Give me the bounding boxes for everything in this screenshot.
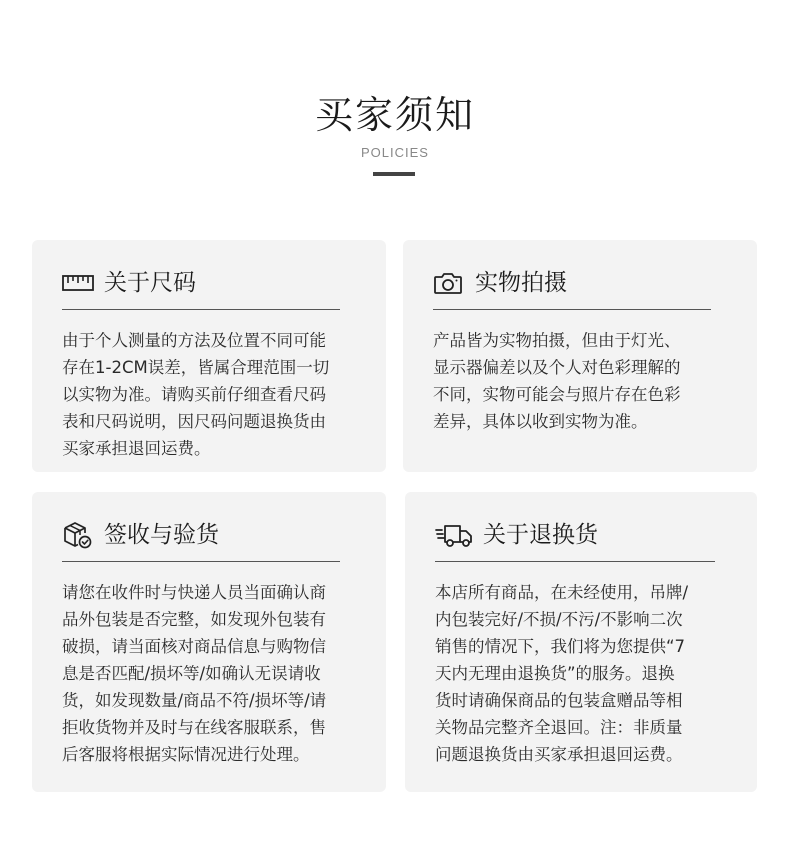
card-size-title: 关于尺码	[104, 270, 196, 296]
camera-icon	[433, 268, 467, 298]
card-size	[32, 240, 386, 472]
card-receipt-header	[62, 520, 219, 550]
card-photos-header	[433, 268, 567, 298]
delivery-truck-icon	[435, 520, 475, 550]
card-returns-body: 本店所有商品，在未经使用，吊牌/ 内包装完好/不损/不污/不影响二次 销售的情况下，我们将为您提供“7 天内无理由退换货”的服务。退换 货时请确保商品的包装盒赠品等相 关物品完整齐全退回。注：非质量 问题退换货由买家承担退回运费。	[435, 583, 689, 764]
page-title: 买家须知	[314, 93, 475, 137]
card-photos-body: 产品皆为实物拍摄，但由于灯光、 显示器偏差以及个人对色彩理解的 不同，实物可能会与照片存在色彩 差异，具体以收到实物为准。	[433, 331, 681, 431]
card-size-body: 由于个人测量的方法及位置不同可能 存在1-2CM误差，皆属合理范围一切 以实物为准。请购买前仔细查看尺码 表和尺码说明，因尺码问题退换货由 买家承担退回运费。	[62, 331, 330, 458]
page-subtitle: POLICIES	[361, 145, 429, 160]
card-photos-divider	[433, 309, 711, 310]
card-returns-divider	[435, 561, 715, 562]
ruler-icon	[62, 268, 96, 298]
card-receipt-body: 请您在收件时与快递人员当面确认商 品外包装是否完整，如发现外包装有 破损，请当面核对商品信息与购物信 息是否匹配/损坏等/如确认无误请收 货，如发现数量/商品不符/损坏等/请 拒收货物并及时与在线客服联系，售 后客服将根据实际情况进行处理。	[62, 583, 327, 764]
card-photos-title: 实物拍摄	[475, 270, 567, 296]
card-receipt-title: 签收与验货	[104, 522, 219, 548]
card-size-header	[62, 268, 196, 298]
card-receipt-divider	[62, 561, 340, 562]
card-returns-header	[435, 520, 598, 550]
card-size-divider	[62, 309, 340, 310]
card-photos	[403, 240, 757, 472]
card-receipt	[32, 492, 386, 792]
title-underline	[373, 172, 415, 176]
package-check-icon	[62, 520, 96, 550]
card-returns-title: 关于退换货	[483, 522, 598, 548]
card-returns	[405, 492, 757, 792]
